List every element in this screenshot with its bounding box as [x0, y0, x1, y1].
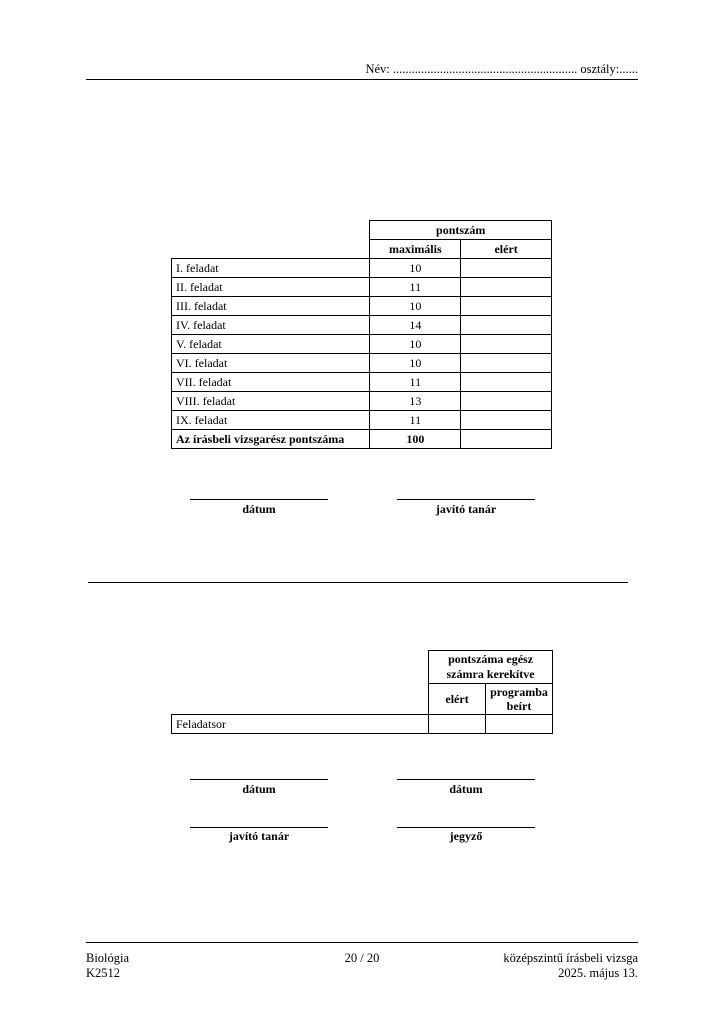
max-score: 10	[370, 297, 461, 316]
signature-line[interactable]	[397, 779, 535, 780]
max-score: 11	[370, 411, 461, 430]
col-max-header: maximális	[370, 240, 461, 259]
table-row	[172, 335, 552, 354]
achieved-cell[interactable]	[461, 335, 552, 354]
table-row	[172, 715, 553, 734]
footer-rule	[86, 942, 638, 943]
signature-line[interactable]	[190, 779, 328, 780]
task-label: VIII. feladat	[172, 392, 370, 411]
table-row	[172, 392, 552, 411]
achieved-cell[interactable]	[461, 373, 552, 392]
task-label: IX. feladat	[172, 411, 370, 430]
col-entered-header: programba beírt	[485, 684, 552, 715]
task-label: II. feladat	[172, 278, 370, 297]
signature-label: jegyző	[449, 829, 483, 843]
signature-line[interactable]	[190, 499, 328, 500]
score-table	[171, 220, 552, 449]
table-row	[172, 316, 552, 335]
table-row	[172, 373, 552, 392]
task-label: VI. feladat	[172, 354, 370, 373]
header-rule	[86, 79, 638, 80]
total-row	[172, 430, 552, 449]
signature-date-left	[190, 779, 328, 797]
max-score: 10	[370, 354, 461, 373]
achieved-cell[interactable]	[461, 278, 552, 297]
signature-label: dátum	[449, 782, 483, 796]
signature-notary	[397, 827, 535, 844]
footer-right	[438, 951, 638, 981]
signature-teacher-bottom	[190, 827, 328, 844]
max-score: 10	[370, 259, 461, 278]
max-score: 13	[370, 392, 461, 411]
task-label: I. feladat	[172, 259, 370, 278]
signature-label: dátum	[242, 782, 276, 796]
max-score: 11	[370, 373, 461, 392]
col-achieved-header: elért	[461, 240, 552, 259]
achieved-cell[interactable]	[429, 715, 486, 734]
achieved-cell[interactable]	[461, 411, 552, 430]
rounded-score-table	[171, 650, 553, 734]
achieved-cell[interactable]	[461, 259, 552, 278]
total-achieved-cell[interactable]	[461, 430, 552, 449]
max-score: 14	[370, 316, 461, 335]
achieved-cell[interactable]	[461, 316, 552, 335]
table-row	[172, 411, 552, 430]
achieved-cell[interactable]	[461, 297, 552, 316]
col-achieved-header: elért	[429, 684, 486, 715]
entered-cell[interactable]	[485, 715, 552, 734]
task-label: III. feladat	[172, 297, 370, 316]
row-label: Feladatsor	[172, 715, 429, 734]
score-group-header: pontszám	[370, 221, 552, 240]
task-label: IV. feladat	[172, 316, 370, 335]
rounded-group-header: pontszáma egész számra kerekítve	[429, 651, 553, 684]
footer-code: K2512	[86, 966, 121, 980]
signature-teacher-top	[397, 499, 535, 517]
task-label: VII. feladat	[172, 373, 370, 392]
achieved-cell[interactable]	[461, 354, 552, 373]
signature-date-top	[190, 499, 328, 517]
page-number: 20 / 20	[344, 951, 380, 965]
footer-left	[86, 951, 129, 981]
signature-line[interactable]	[397, 499, 535, 500]
task-label: V. feladat	[172, 335, 370, 354]
table-row	[172, 259, 552, 278]
footer-exam-type: középszintű írásbeli vizsga	[503, 951, 638, 965]
signature-label: javító tanár	[435, 502, 497, 516]
footer-subject: Biológia	[86, 951, 130, 965]
total-max: 100	[370, 430, 461, 449]
section-divider	[88, 582, 628, 583]
max-score: 10	[370, 335, 461, 354]
signature-line[interactable]	[190, 827, 328, 828]
table-row	[172, 297, 552, 316]
max-score: 11	[370, 278, 461, 297]
table-row	[172, 354, 552, 373]
signature-line[interactable]	[397, 827, 535, 828]
table-row	[172, 278, 552, 297]
total-label: Az írásbeli vizsgarész pontszáma	[172, 430, 370, 449]
name-class-field: Név: ........................................................... osztály:......	[365, 62, 638, 76]
signature-date-right	[397, 779, 535, 797]
footer-date: 2025. május 13.	[558, 966, 638, 980]
achieved-cell[interactable]	[461, 392, 552, 411]
signature-label: dátum	[242, 502, 276, 516]
signature-label: javító tanár	[228, 829, 290, 843]
